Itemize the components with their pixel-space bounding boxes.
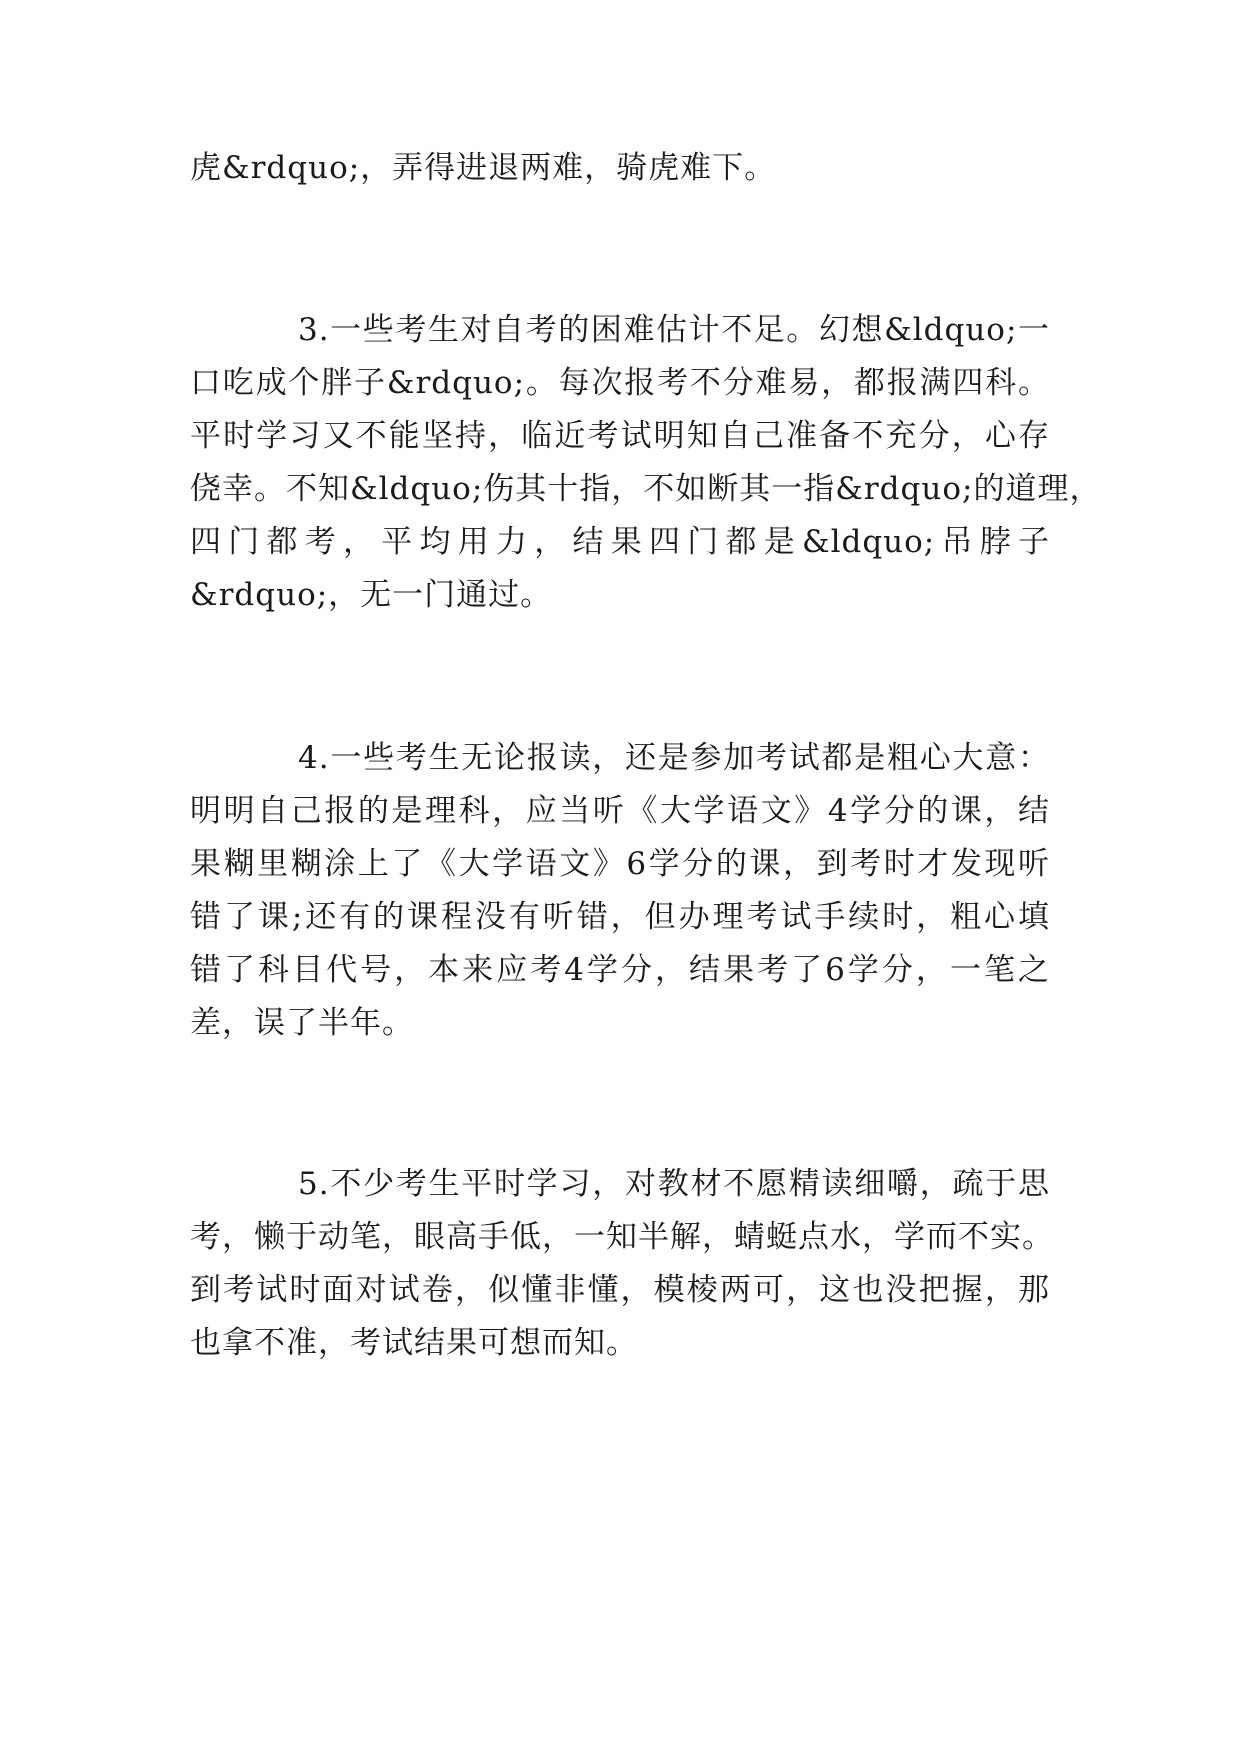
paragraph-line: 果糊里糊涂上了《大学语文》6学分的课，到考时才发现听 <box>190 846 1050 882</box>
paragraph-first-line: 4.一些考生无论报读，还是参加考试都是粗心大意： <box>298 740 1050 776</box>
paragraph-line: &rdquo;，无一门通过。 <box>190 577 553 613</box>
paragraph-line: 也拿不准，考试结果可想而知。 <box>190 1325 638 1361</box>
paragraph-line: 平时学习又不能坚持，临近考试明知自己准备不充分，心存 <box>190 418 1050 454</box>
paragraph-line: 虎&rdquo;，弄得进退两难，骑虎难下。 <box>190 150 777 186</box>
paragraph-first-line: 5.不少考生平时学习，对教材不愿精读细嚼，疏于思 <box>298 1166 1050 1202</box>
paragraph-line: 到考试时面对试卷，似懂非懂，模棱两可，这也没把握，那 <box>190 1272 1050 1308</box>
paragraph-line: 错了科目代号，本来应考4学分，结果考了6学分，一笔之 <box>190 952 1050 988</box>
paragraph-line: 考，懒于动笔，眼高手低，一知半解，蜻蜓点水，学而不实。 <box>190 1219 1054 1255</box>
paragraph-line: 四门都考，平均用力，结果四门都是&ldquo;吊脖子 <box>190 524 1050 560</box>
paragraph-line: 口吃成个胖子&rdquo;。每次报考不分难易，都报满四科。 <box>190 365 1050 401</box>
paragraph-line: 明明自己报的是理科，应当听《大学语文》4学分的课，结 <box>190 793 1050 829</box>
paragraph-line: 侥幸。不知&ldquo;伤其十指，不如断其一指&rdquo;的道理， <box>190 471 1102 507</box>
paragraph-line: 差，误了半年。 <box>190 1005 414 1041</box>
paragraph-first-line: 3.一些考生对自考的困难估计不足。幻想&ldquo;一 <box>298 312 1050 348</box>
paragraph-line: 错了课;还有的课程没有听错，但办理考试手续时，粗心填 <box>190 899 1050 935</box>
